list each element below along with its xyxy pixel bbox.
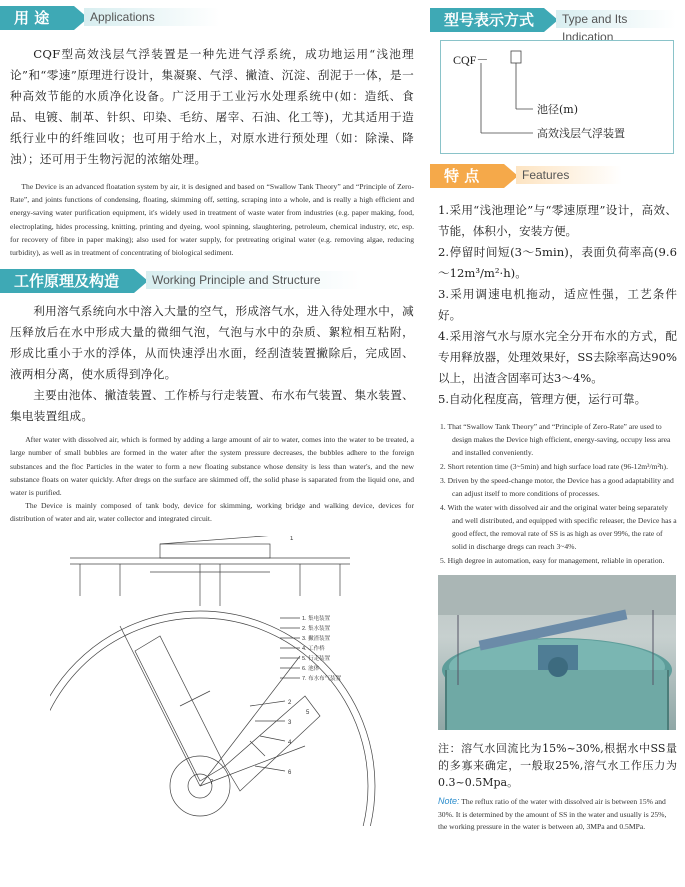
- note-label: Note:: [438, 796, 460, 806]
- working-text-cn-2: 主要由池体、撇渣装置、工作桥与行走装置、布水布气装置、集水装置、集电装置组成。: [10, 388, 414, 424]
- feature-item-en: 2. Short retention time (3~5min) and high surface load rate (96-12m³/m²h).: [440, 462, 668, 471]
- type-label-device: 高效浅层气浮装置: [537, 127, 625, 140]
- applications-header: [0, 6, 430, 30]
- legend-item: 4. 工作桥: [302, 645, 325, 652]
- feature-item-en: 3. Driven by the speed-change motor, the Device has a good adaptability and can adjust itself to more conditions of processes.: [440, 476, 674, 498]
- type-label-diameter: 池径(m): [537, 103, 579, 116]
- callout-number: 4: [288, 739, 292, 746]
- callout-number: 1: [290, 535, 294, 542]
- type-code: CQF－: [453, 53, 489, 67]
- callout-number: 2: [288, 699, 292, 706]
- structure-drawing-svg: [50, 536, 380, 826]
- features-list-en: [430, 420, 685, 567]
- features-title-en: Features: [516, 166, 622, 184]
- legend-item: 2. 集水装置: [302, 625, 331, 632]
- legend-item: 1. 集电装置: [302, 615, 331, 622]
- legend-item: 5. 行走装置: [302, 655, 331, 662]
- note-cn: 注：溶气水回流比为15%~30%,根据水中SS量的多寡来确定，一般取25%,溶气水工作压力为0.3~0.5Mpa。: [438, 742, 677, 789]
- features-list-cn: [430, 200, 685, 410]
- feature-item-cn: 2.停留时间短(3～5min)，表面负荷率高(9.6～12m³/m²·h)。: [438, 245, 677, 280]
- applications-title-cn: 用 途: [0, 6, 74, 30]
- feature-item-cn: 3.采用调速电机拖动，适应性强，工艺条件好。: [438, 287, 677, 322]
- legend-item: 3. 撇渣装置: [302, 635, 331, 642]
- features-header: [430, 164, 685, 188]
- working-title-en: Working Principle and Structure: [146, 271, 362, 289]
- feature-item-en: 4. With the water with dissolved air and the original water being separately and well distributed, and equipped with specific releaser, the Device has a good effect, the removal rate of SS is as high as over 99%, the rate of solid in discharge dregs can reach 3~4%.: [440, 503, 677, 551]
- type-header: [430, 8, 685, 44]
- applications-title-en: Applications: [84, 8, 220, 26]
- feature-item-en: 5. High degree in automation, easy for management, reliable in operation.: [440, 556, 665, 565]
- working-text-cn-1: 利用溶气系统向水中溶入大量的空气，形成溶气水，进入待处理水中，减压释放后在水中形成大量的微细气泡，气泡与水中的杂质、絮粒相互粘附，形成比重小于水的浮体，从而快速浮出水面，经刮渣装置撇除后，完成固、液两相分离，使水质得到净化。: [10, 304, 414, 382]
- callout-number: 6: [288, 769, 292, 776]
- legend-item: 6. 池体: [302, 665, 320, 672]
- equipment-photo-drawing: [438, 575, 676, 730]
- feature-item-cn: 5.自动化程度高，管理方便，运行可靠。: [438, 392, 647, 406]
- applications-text-cn: CQF型高效浅层气浮装置是一种先进气浮系统，成功地运用“浅池理论”和“零速”原理进行设计，集凝聚、气浮、撇渣、沉淀、刮泥于一体，是一种高效节能的水质净化设备。广泛用于工业污水处理系统中(如：造纸、食品、电镀、制革、针织、印染、毛纺、屠宰、石油、化工等)，尤其适用于造纸行业中的纤维回收；也可用于给水上，对原水进行预处理（如：除澡、降浊）；还可用于生物污泥的浓缩处理。: [10, 47, 414, 166]
- working-title-cn: 工作原理及构造: [0, 269, 134, 293]
- type-indication-box: [440, 40, 674, 154]
- applications-text-en: The Device is an advanced floatation system by air, it is designed and based on “Swallow Tank Theory” and “Principle of Zero-Rate”, and joints functions of condensing, floating, skimming off, setting, scraping into a whole, and is really a high efficient and energy-saving water purification equipment, it's widely used in treatment of waste water from industries (e.g. paper making, food, electroplating, hides processing, knitting, printing and dyeing, wool spinning, slaughtering, petroleum, chemical industry, etc, esp. for recovery of fibre in paper making); also used for water supply, for pretreating original water (e.g. removing algae, reducing turbidity), as well as in treatment of concentrating of biological sediment.: [10, 182, 414, 258]
- feature-item-cn: 4.采用溶气水与原水完全分开布水的方式，配专用释放器，处理效果好，SS去除率高达90%以上，出渣含固率可达3～4%。: [438, 329, 677, 385]
- type-title-en: Type and Its Indication: [556, 10, 676, 28]
- equipment-photo: [438, 575, 676, 730]
- legend-item: 7. 布水布气装置: [302, 675, 342, 682]
- right-column: [430, 0, 685, 834]
- callout-number: 7: [210, 779, 214, 786]
- callout-number: 3: [288, 719, 292, 726]
- feature-item-cn: 1.采用“浅池理论”与“零速原理”设计，高效、节能，体积小，安装方便。: [438, 203, 677, 238]
- working-text-en-2: The Device is mainly composed of tank body, device for skimming, working bridge and walking device, devices for distribution of water and air, water collector and integrated circuit.: [10, 501, 414, 524]
- working-text-en-1: After water with dissolved air, which is formed by adding a large amount of air to water, comes into the water to be treated, a large number of small bubbles are formed in the water after the system pressure decreases, the bubbles adhere to the foreign substances and the floc Particles in the water to form a new floating substance whose density is less than water's, and the new substance floats on water quickly. After dregs on the surface are skimmed off, the solid phase is saparated from the liquid one, and water is purified.: [10, 435, 414, 498]
- note-en: [430, 795, 685, 834]
- features-title-cn: 特 点: [430, 164, 504, 188]
- structure-diagram: [50, 536, 380, 826]
- feature-item-en: 1. That “Swallow Tank Theory” and “Principle of Zero-Rate” are used to design makes the Device high efficient, energy-saving, occupy less area and installed conveniently.: [440, 422, 671, 457]
- working-header: [0, 269, 430, 293]
- type-title-cn: 型号表示方式: [430, 8, 544, 32]
- callout-number: 5: [306, 709, 310, 716]
- note-en-text: The reflux ratio of the water with dissolved air is between 15% and 30%. It is determined by the amount of SS in the water and usually is 25%, the working pressure in the water is between a0, 3MPa and 0.5MPa.: [438, 797, 667, 831]
